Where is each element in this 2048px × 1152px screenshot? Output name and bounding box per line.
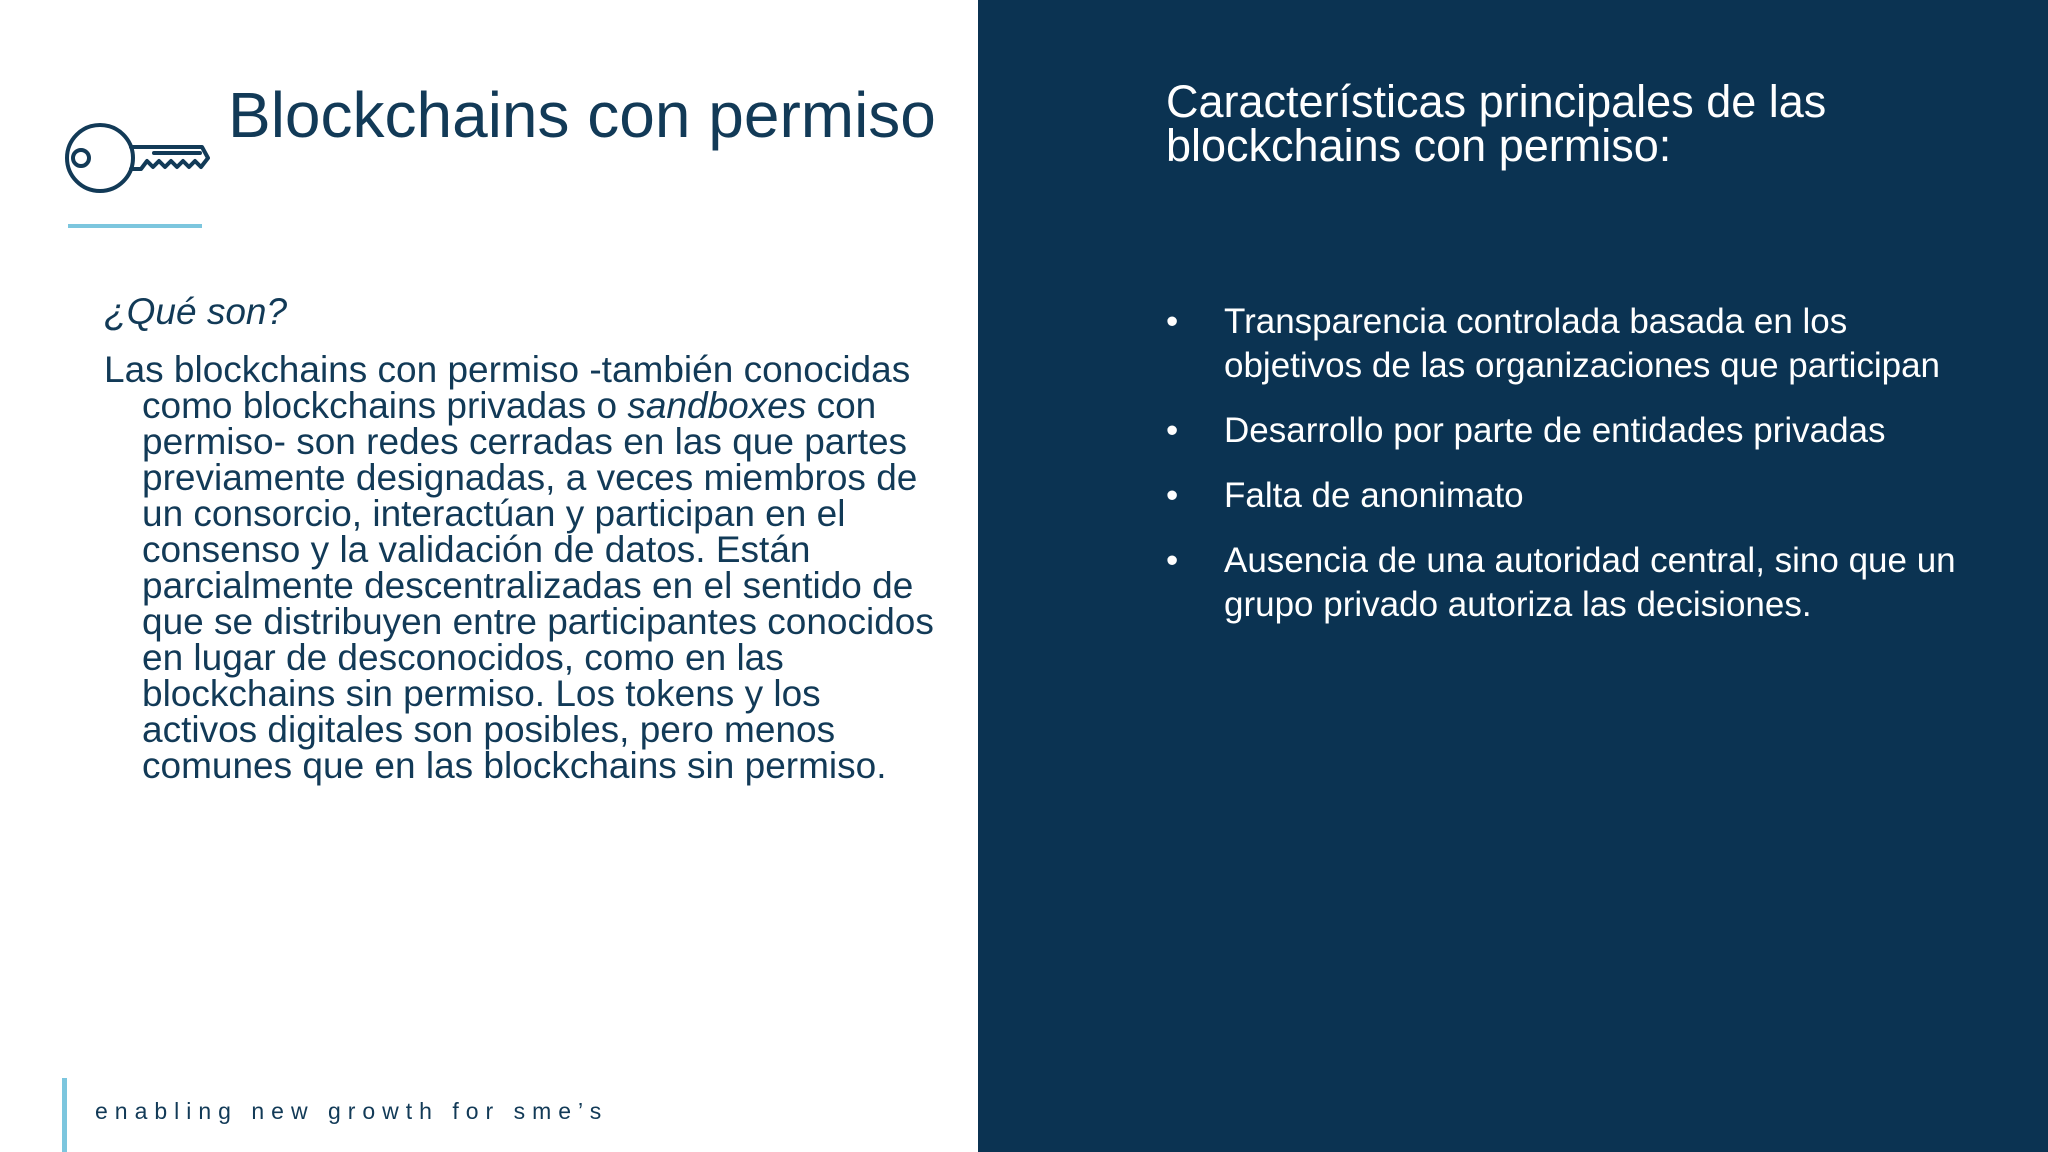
bullet-icon: • xyxy=(1166,302,1179,341)
bullet-icon: • xyxy=(1166,411,1179,450)
page-title: Blockchains con permiso xyxy=(228,79,936,151)
list-item xyxy=(1166,409,1956,453)
title-underline xyxy=(68,224,202,228)
definition-text-part-2: con permiso- son redes cerradas en las que partes previamente designadas, a veces miembros de un consorcio, interactúan y participan en el consenso y la validación de datos. Están parcialmente descentralizadas en el sentido de que se distribuyen entre participantes conocidos en lugar de desconocidos, como en las blockchains sin permiso. Los tokens y los activos digitales son posibles, pero menos comunes que en las blockchains sin permiso. xyxy=(142,385,934,786)
definition-emphasis: sandboxes xyxy=(627,385,807,426)
definition-paragraph xyxy=(104,349,942,786)
footer-accent-bar xyxy=(62,1078,67,1152)
list-item-text: Transparencia controlada basada en los objetivos de las organizaciones que participan xyxy=(1224,302,1941,385)
key-icon xyxy=(62,118,210,198)
list-item-text: Desarrollo por parte de entidades privadas xyxy=(1224,411,1886,450)
list-item xyxy=(1166,474,1956,518)
bullet-icon: • xyxy=(1166,541,1179,580)
list-item-text: Ausencia de una autoridad central, sino que un grupo privado autoriza las decisiones. xyxy=(1224,541,1956,624)
footer-tagline: enabling new growth for sme’s xyxy=(95,1098,609,1124)
bullet-icon: • xyxy=(1166,476,1179,515)
definition-text-part-1: Las blockchains con permiso -también conocidas como blockchains privadas o xyxy=(104,349,911,426)
question-heading: ¿Qué son? xyxy=(104,291,288,332)
left-panel xyxy=(0,0,978,1152)
features-heading: Características principales de las blockchains con permiso: xyxy=(1166,76,1827,171)
features-list xyxy=(1166,300,1956,648)
list-item xyxy=(1166,539,1956,627)
list-item xyxy=(1166,300,1956,388)
list-item-text: Falta de anonimato xyxy=(1224,476,1524,515)
